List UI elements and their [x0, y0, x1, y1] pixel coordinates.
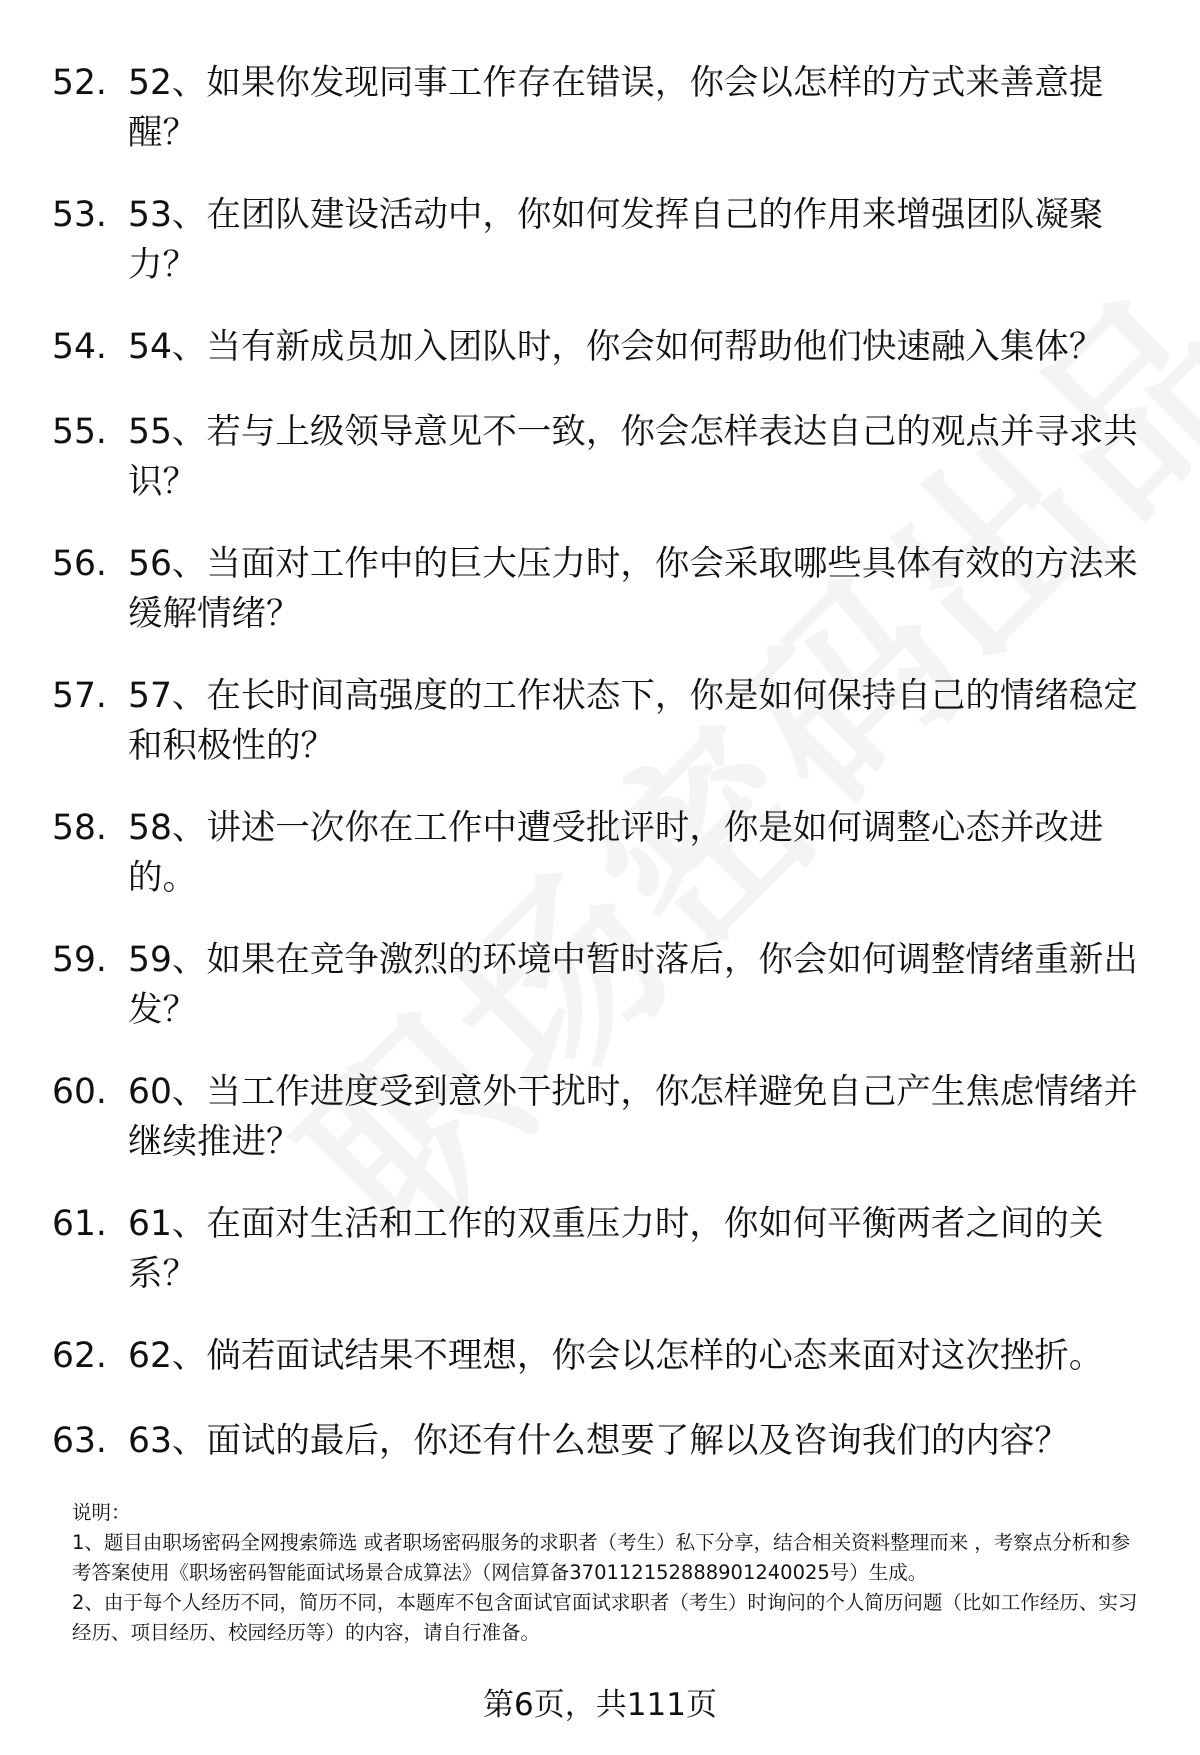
notes-heading: 说明： — [72, 1501, 131, 1524]
question-number: 60. — [52, 1072, 107, 1112]
question-number: 59. — [52, 940, 107, 980]
question-number: 53. — [52, 195, 107, 235]
question-text: 53、在团队建设活动中，你如何发挥自己的作用来增强团队凝聚力？ — [128, 195, 1104, 285]
question-item — [52, 671, 1152, 771]
question-number: 54. — [52, 327, 107, 367]
question-list — [52, 58, 1152, 1501]
question-number: 61. — [52, 1204, 107, 1244]
question-item — [52, 322, 1152, 372]
question-number: 56. — [52, 544, 107, 584]
question-text: 55、若与上级领导意见不一致，你会怎样表达自己的观点并寻求共识？ — [128, 412, 1138, 502]
question-text: 52、如果你发现同事工作存在错误，你会以怎样的方式来善意提醒？ — [128, 63, 1104, 153]
question-item — [52, 58, 1152, 158]
question-item — [52, 1067, 1152, 1167]
question-item — [52, 407, 1152, 507]
question-text: 58、讲述一次你在工作中遭受批评时，你是如何调整心态并改进的。 — [128, 808, 1104, 898]
question-text: 62、倘若面试结果不理想，你会以怎样的心态来面对这次挫折。 — [128, 1336, 1104, 1376]
question-text: 60、当工作进度受到意外干扰时，你怎样避免自己产生焦虑情绪并继续推进？ — [128, 1072, 1138, 1162]
page-footer: 第6页，共111页 — [483, 1687, 717, 1723]
question-item — [52, 1199, 1152, 1299]
question-text: 61、在面对生活和工作的双重压力时，你如何平衡两者之间的关系？ — [128, 1204, 1104, 1294]
question-number: 58. — [52, 808, 107, 848]
question-item — [52, 935, 1152, 1035]
question-number: 55. — [52, 412, 107, 452]
question-number: 62. — [52, 1336, 107, 1376]
notes-section — [72, 1498, 1142, 1648]
question-item — [52, 803, 1152, 903]
question-text: 54、当有新成员加入团队时，你会如何帮助他们快速融入集体？ — [128, 327, 1104, 367]
note-item: 2、由于每个人经历不同，简历不同，本题库不包含面试官面试求职者（考生）时询问的个人简历问题（比如工作经历、实习经历、项目经历、校园经历等）的内容，请自行准备。 — [72, 1591, 1138, 1644]
question-item — [52, 539, 1152, 639]
question-text: 57、在长时间高强度的工作状态下，你是如何保持自己的情绪稳定和积极性的？ — [128, 676, 1138, 766]
question-item — [52, 1416, 1152, 1466]
question-number: 52. — [52, 63, 107, 103]
note-item: 1、题目由职场密码全网搜索筛选 或者职场密码服务的求职者（考生）私下分享，结合相关资料整理而来 ，考察点分析和参考答案使用《职场密码智能面试场景合成算法》（网信算备370112152888901240025号）生成。 — [72, 1531, 1131, 1584]
question-item — [52, 190, 1152, 290]
question-text: 56、当面对工作中的巨大压力时，你会采取哪些具体有效的方法来缓解情绪？ — [128, 544, 1138, 634]
question-number: 63. — [52, 1421, 107, 1461]
question-item — [52, 1331, 1152, 1381]
question-number: 57. — [52, 676, 107, 716]
question-text: 59、如果在竞争激烈的环境中暂时落后，你会如何调整情绪重新出发？ — [128, 940, 1138, 1030]
question-text: 63、面试的最后，你还有什么想要了解以及咨询我们的内容？ — [128, 1421, 1069, 1461]
